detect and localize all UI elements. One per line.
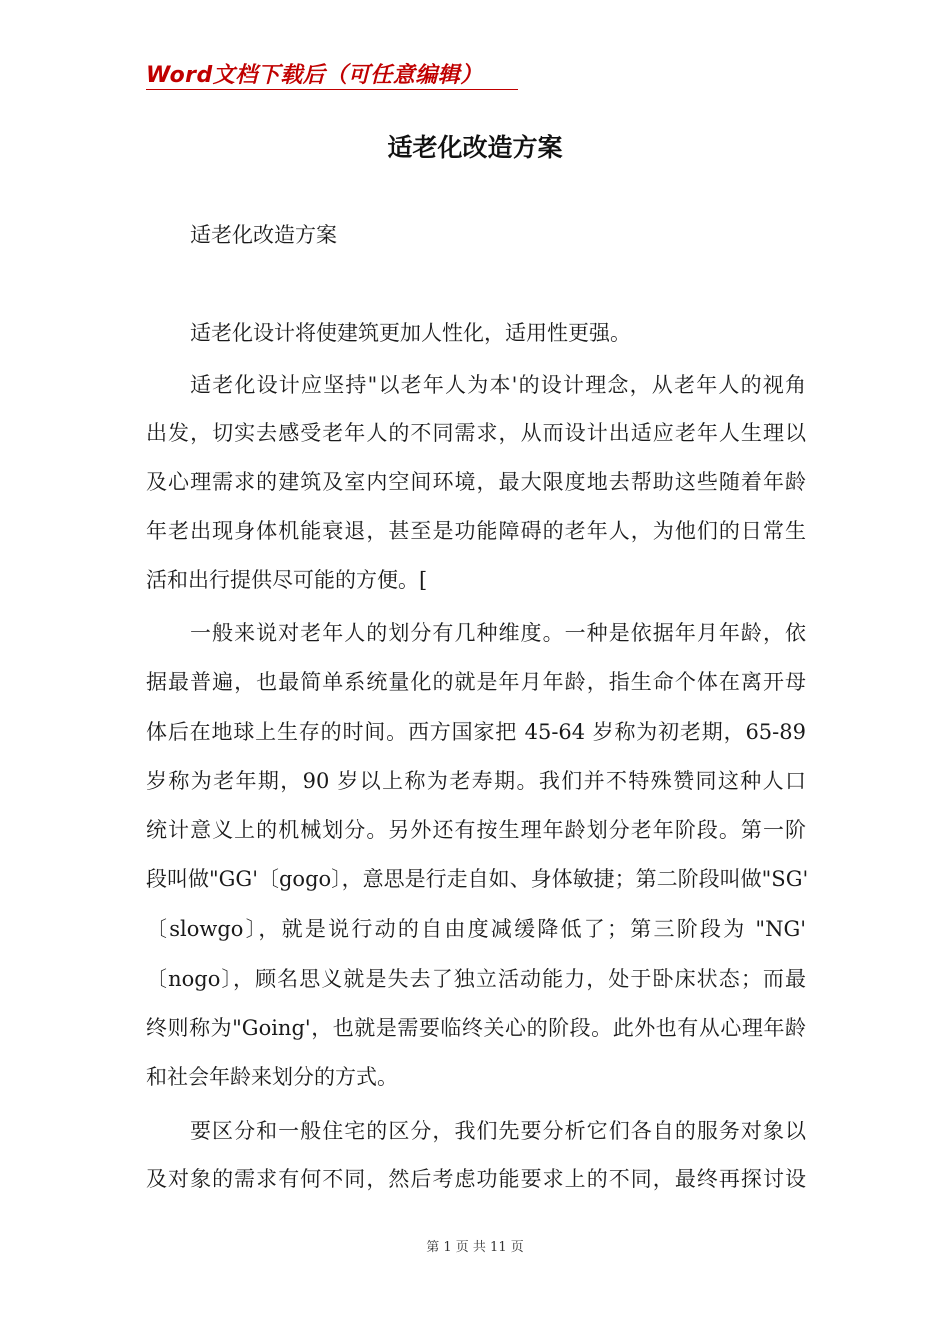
body-line: 及心理需求的建筑及室内空间环境，最大限度地去帮助这些随着年龄 <box>146 470 806 494</box>
body-line: 岁称为老年期，90 岁以上称为老寿期。我们并不特殊赞同这种人口 <box>146 769 806 793</box>
body-line: 年老出现身体机能衰退，甚至是功能障碍的老年人，为他们的日常生 <box>146 519 806 543</box>
download-banner <box>146 58 518 92</box>
body-line: 据最普遍，也最简单系统量化的就是年月年龄，指生命个体在离开母 <box>146 670 806 694</box>
body-line: 适老化设计将使建筑更加人性化，适用性更强。 <box>190 321 631 345</box>
body-line: 要区分和一般住宅的区分，我们先要分析它们各自的服务对象以 <box>190 1119 806 1143</box>
banner-text: Word文档下载后（可任意编辑） <box>146 63 483 88</box>
banner-underline <box>146 89 518 90</box>
body-line: 和社会年龄来划分的方式。 <box>146 1065 398 1089</box>
body-line: 终则称为"Going'，也就是需要临终关心的阶段。此外也有从心理年龄 <box>146 1016 806 1040</box>
body-line: 段叫做"GG'〔gogo〕，意思是行走自如、身体敏捷；第二阶段叫做"SG' <box>146 867 809 891</box>
body-line: 统计意义上的机械划分。另外还有按生理年龄划分老年阶段。第一阶 <box>146 818 806 842</box>
body-line: 活和出行提供尽可能的方便。[ <box>146 568 428 592</box>
body-line: 〔slowgo〕，就是说行动的自由度减缓降低了；第三阶段为 "NG' <box>146 917 806 941</box>
body-line: 〔nogo〕，顾名思义就是失去了独立活动能力，处于卧床状态；而最 <box>146 967 806 991</box>
body-line: 适老化设计应坚持"以老年人为本'的设计理念，从老年人的视角 <box>190 373 806 397</box>
body-line: 及对象的需求有何不同，然后考虑功能要求上的不同，最终再探讨设 <box>146 1167 806 1191</box>
body-line: 体后在地球上生存的时间。西方国家把 45-64 岁称为初老期，65-89 <box>146 720 806 744</box>
document-title: 适老化改造方案 <box>387 133 563 162</box>
body-line: 一般来说对老年人的划分有几种维度。一种是依据年月年龄，依 <box>190 621 806 645</box>
document-subtitle: 适老化改造方案 <box>190 223 337 247</box>
page-number: 第 1 页 共 11 页 <box>426 1240 524 1255</box>
body-line: 出发，切实去感受老年人的不同需求，从而设计出适应老年人生理以 <box>146 421 806 445</box>
